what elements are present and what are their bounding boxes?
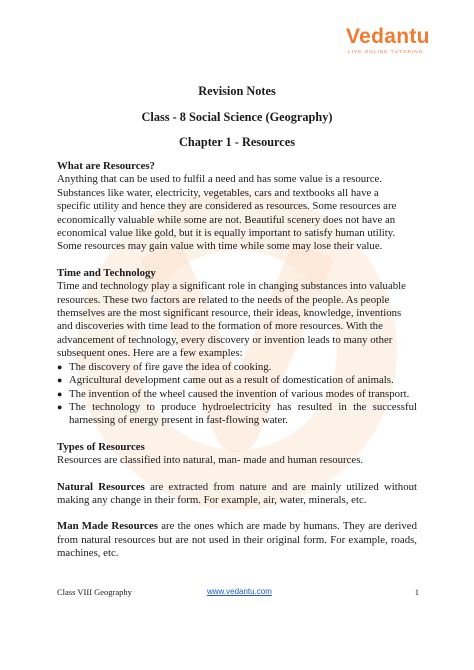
bullet-icon: ● [57,361,63,372]
paragraph-line: Some resources may gain value with time while some may lose their value. [57,240,383,253]
section-what-are-resources [57,160,417,254]
definition: are extracted from nature and are mainly utilized without making any change in their form. For example, air, water, minerals, etc. [57,480,418,506]
list-item-text: The discovery of fire gave the idea of cooking. [69,360,272,373]
list-item [57,388,417,401]
paragraph [57,481,417,508]
definition: are the ones which are made by humans. They are derived from natural resources but are not used in their original form. For example, roads, machines, etc. [57,520,417,560]
list-item [57,374,417,387]
paragraph-line: specific utility and hence they are considered as resources. Some resources are [57,200,397,213]
paragraph-line: resources. These two factors are related to the needs of the people. As people [57,293,390,306]
bullet-icon: ● [57,401,63,412]
paragraph-line: subsequent ones. Here are a few examples: [57,347,243,360]
list-item-text: Agricultural development came out as a result of domestication of animals. [69,374,394,387]
footer-subject: Class VIII Geography [57,587,132,597]
class-line: Class - 8 Social Science (Geography) [141,110,333,124]
section-heading: Types of Resources [57,440,145,453]
page-footer [57,587,419,601]
list-item-text: The invention of the wheel caused the invention of various modes of transport. [69,387,410,400]
paragraph-line: themselves are the most significant resource, their ideas, knowledge, inventions [57,307,402,320]
paragraph: Resources are classified into natural, man- made and human resources. [57,454,364,467]
paragraph-line: Time and technology play a significant role in changing substances into valuable [57,280,406,293]
chapter-title: Chapter 1 - Resources [178,135,295,149]
page-number: 1 [414,587,419,597]
term: Natural Resources [57,480,145,493]
list-item-text: The technology to produce hydroelectricity has resulted in the successful harnessing of energy present in fast-flowing water. [69,400,417,427]
section-heading: What are Resources? [57,160,155,172]
paragraph [57,520,417,560]
list-item [57,401,417,428]
paragraph-line: Anything that can be used to fulfil a need and has some value is a resource. [57,173,383,186]
section-natural-resources [57,481,417,508]
paragraph-line: and discoveries with time lead to the formation of more resources. With the [57,320,383,333]
example-list [57,361,417,428]
section-heading: Time and Technology [57,266,156,279]
section-time-and-technology [57,267,417,428]
logo-tagline: LIVE ONLINE TUTORING [348,49,424,54]
website-link[interactable]: www.vedantu.com [207,587,272,596]
logo-wordmark: Vedantu [346,25,430,48]
bullet-icon: ● [57,388,63,399]
vedantu-logo [346,25,430,54]
term: Man Made Resources [57,520,158,533]
section-types-of-resources [57,441,417,468]
paragraph-line: economical value like gold, but it is equally important to satisfy human utility. [57,227,396,240]
document-body [57,160,417,561]
list-item [57,361,417,374]
section-man-made-resources [57,520,417,560]
bullet-icon: ● [57,375,63,386]
doc-title: Revision Notes [198,84,276,98]
paragraph-line: economically valuable while some are not. Beautiful scenery does not have an [57,213,396,226]
paragraph-line: advancement of technology, every discovery or invention leads to many other [57,333,393,346]
paragraph-line: Substances like water, electricity, vegetables, cars and textbooks all have a [57,186,379,199]
